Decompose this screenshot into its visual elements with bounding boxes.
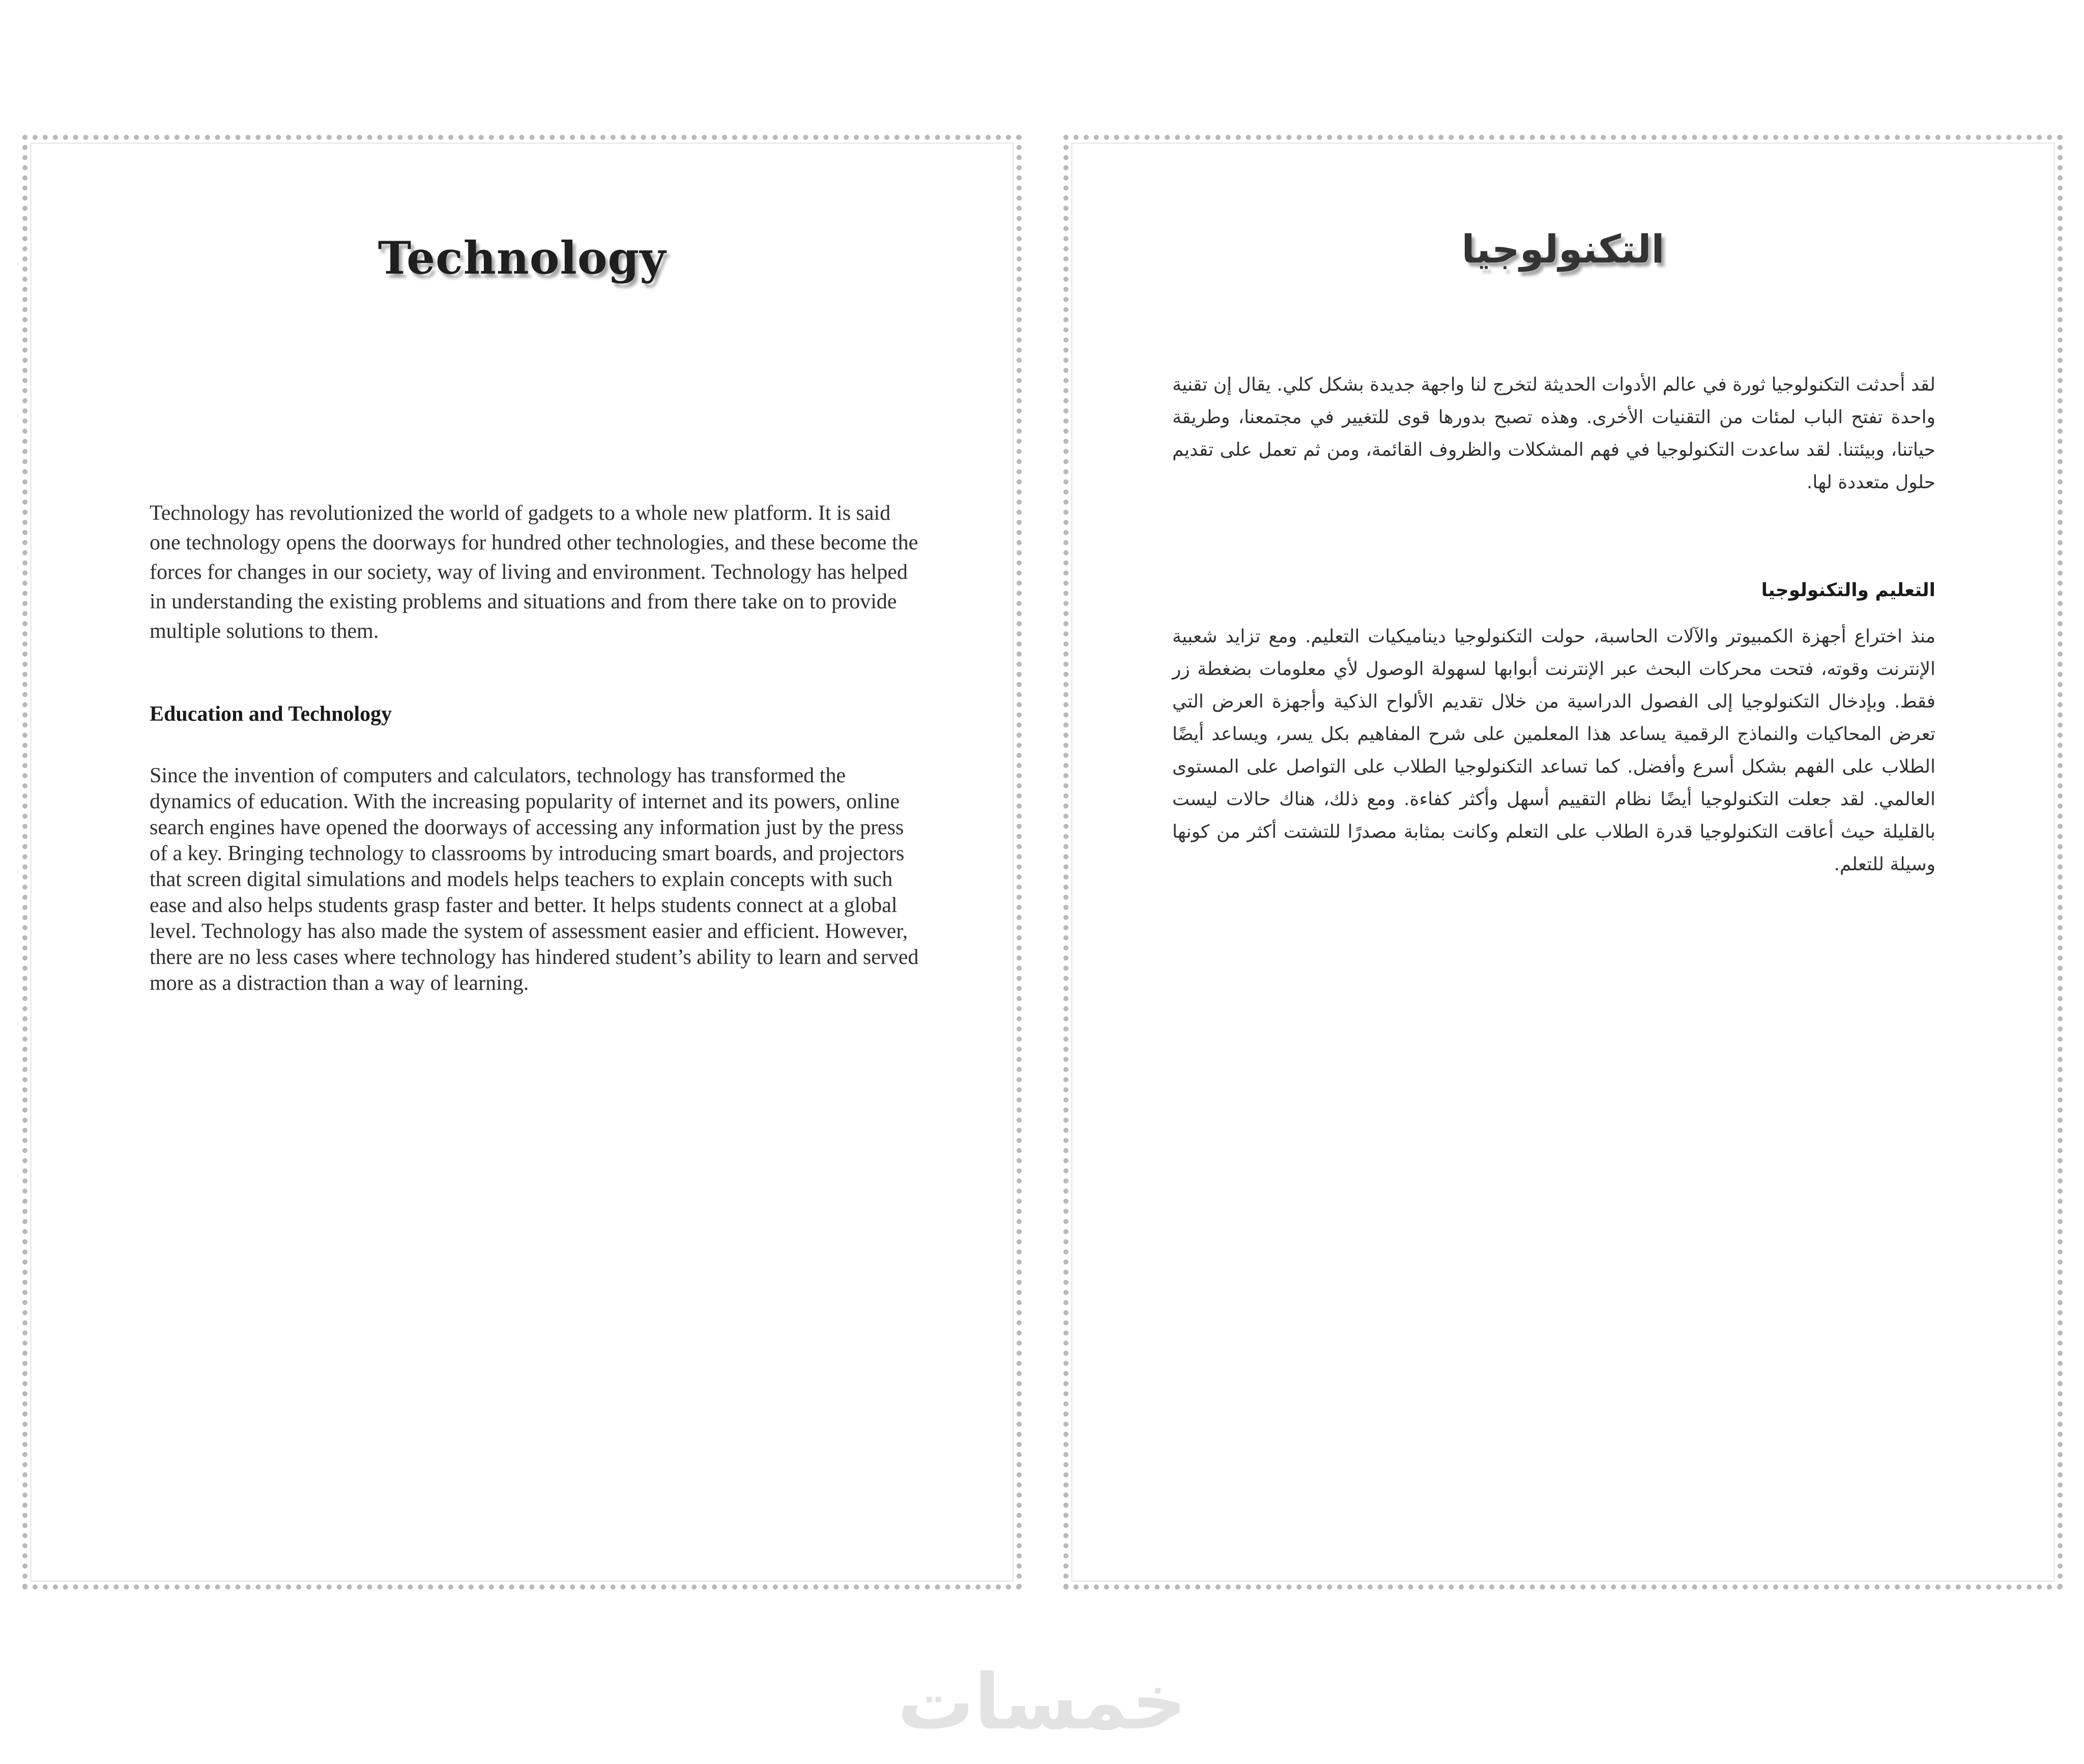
english-page — [22, 135, 1022, 1590]
watermark-logo: خمسات — [897, 1658, 1187, 1747]
english-section-heading: Education and Technology — [150, 702, 392, 726]
arabic-intro-paragraph: لقد أحدثت التكنولوجيا ثورة في عالم الأدوات الحديثة لتخرج لنا واجهة جديدة بشكل كلي. يقال إن تقنية واحدة تفتح الباب لمئات من التقنيات الأخرى. وهذه تصبح بدورها قوى للتغيير في مجتمعنا، وطريقة حياتنا، وبيئتنا. لقد ساعدت التكنولوجيا في فهم المشكلات والظروف القائمة، ومن ثم تعمل على تقديم حلول متعددة لها. — [1172, 374, 1935, 493]
arabic-page — [1063, 135, 2063, 1590]
arabic-section-heading: التعليم والتكنولوجيا — [1761, 580, 1935, 601]
english-page-title: Technology — [378, 231, 667, 284]
arabic-section-paragraph: منذ اختراع أجهزة الكمبيوتر والآلات الحاسبة، حولت التكنولوجيا ديناميكيات التعليم. ومع تزايد شعبية الإنترنت وقوته، فتحت محركات البحث عبر الإنترنت أبوابها لسهولة الوصول لأي معلومات بضغطة زر فقط. وبإدخال التكنولوجيا إلى الفصول الدراسية من خلال تقديم الألواح الذكية وأجهزة العرض التي تعرض المحاكيات والنماذج الرقمية يساعد هذا المعلمين على شرح المفاهيم بكل يسر، ويساعد أيضًا الطلاب على الفهم بشكل أسرع وأفضل. كما تساعد التكنولوجيا الطلاب على التواصل على المستوى العالمي. لقد جعلت التكنولوجيا أيضًا نظام التقييم أسهل وأكثر كفاءة. ومع ذلك، هناك حالات ليست بالقليلة حيث أعاقت التكنولوجيا قدرة الطلاب على التعلم وكانت بمثابة مصدرًا للتشتت أكثر من كونها وسيلة للتعلم. — [1172, 626, 1935, 875]
english-intro-paragraph: Technology has revolutionized the world of gadgets to a whole new platform. It is said one technology opens the doorways for hundred other technologies, and these become the forces for changes in our society, way of living and environment. Technology has helped in understanding the existing problems and situations and from there take on to provide multiple solutions to them. — [150, 502, 918, 643]
english-section-paragraph: Since the invention of computers and calculators, technology has transformed the dynamics of education. With the increasing popularity of internet and its powers, online search engines have opened the doorways of accessing any information just by the press of a key. Bringing technology to classrooms by introducing smart boards, and projectors that screen digital simulations and models helps teachers to explain concepts with such ease and also helps students grasp faster and better. It helps students connect at a global level. Technology has also made the system of assessment easier and efficient. However, there are no less cases where technology has hindered student’s ability to learn and served more as a distraction than a way of learning. — [150, 764, 919, 995]
arabic-page-title: التكنولوجيا — [1461, 226, 1665, 272]
